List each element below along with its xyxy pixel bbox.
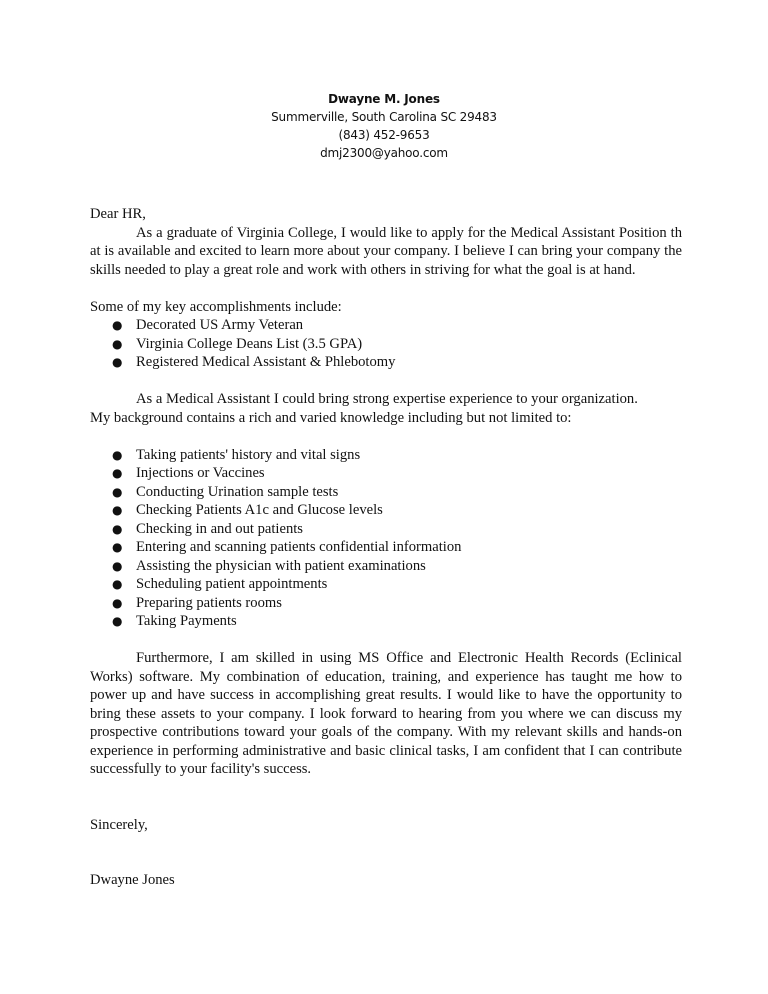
letter-body — [90, 205, 682, 890]
bullet-icon: ● — [112, 521, 123, 536]
salutation: Dear HR, — [90, 206, 146, 222]
bullet-icon: ● — [112, 355, 123, 369]
closing-paragraph: Furthermore, I am skilled in using MS Office and Electronic Health Records (Eclinical Works) software. My combination of education, training, and experience has taught me how to power up and have success in accomplishing great results. I would like to have the opportunity to bring these assets to your company. I look forward to hearing from you where we can discuss my prospective contributions toward your goals of the company. With my relevant skills and hands-on experience in performing administrative and basic clinical tasks, I am confident that I can contribute successfully to your facility's success. — [90, 650, 682, 777]
list-item: ● Conducting Urination sample tests — [112, 483, 339, 500]
list-item: ● Checking Patients A1c and Glucose levels — [112, 502, 383, 518]
list-item: ● Preparing patients rooms — [112, 594, 282, 611]
sign-off: Sincerely, — [90, 816, 148, 833]
sender-phone: (843) 452-9653 — [338, 128, 430, 142]
signature-name: Dwayne Jones — [90, 872, 175, 888]
list-item: ● Scheduling patient appointments — [112, 576, 328, 592]
bullet-icon: ● — [112, 614, 123, 628]
bullet-icon: ● — [112, 336, 123, 351]
bullet-icon: ● — [112, 577, 123, 591]
bullet-icon: ● — [112, 447, 123, 462]
bullet-icon: ● — [112, 595, 123, 610]
sender-address: Summerville, South Carolina SC 29483 — [271, 110, 497, 124]
accomplishments-list — [90, 316, 682, 372]
bullet-icon: ● — [112, 318, 123, 332]
accomplishments-heading: Some of my key accomplishments include: — [90, 298, 342, 315]
sender-name: Dwayne M. Jones — [328, 92, 440, 106]
list-item: ● Entering and scanning patients confidential information — [112, 539, 462, 555]
list-item: ● Registered Medical Assistant & Phlebotomy — [112, 354, 396, 370]
list-item: ● Checking in and out patients — [112, 520, 303, 537]
sender-email: dmj2300@yahoo.com — [320, 146, 448, 160]
bullet-icon: ● — [112, 540, 123, 554]
bullet-icon: ● — [112, 503, 123, 517]
bullet-icon: ● — [112, 484, 123, 499]
bullet-icon: ● — [112, 558, 123, 573]
list-item: ● Virginia College Deans List (3.5 GPA) — [112, 335, 363, 352]
list-item: ● Assisting the physician with patient examinations — [112, 557, 426, 574]
bullet-icon: ● — [112, 466, 123, 480]
list-item: ● Injections or Vaccines — [112, 465, 265, 481]
experience-intro: As a Medical Assistant I could bring strong expertise experience to your organization. — [136, 391, 638, 407]
letter-header — [0, 90, 768, 162]
list-item: ● Taking patients' history and vital signs — [112, 446, 361, 463]
experience-intro-2: My background contains a rich and varied knowledge including but not limited to: — [90, 409, 572, 426]
list-item: ● Taking Payments — [112, 613, 237, 629]
intro-paragraph: As a graduate of Virginia College, I would like to apply for the Medical Assistant Position that is available and excited to learn more about your company. I believe I can bring your company the skills needed to play a great role and work with others in striving for what the goal is at hand. — [90, 224, 682, 278]
list-item: ● Decorated US Army Veteran — [112, 317, 304, 333]
skills-list — [90, 446, 682, 631]
